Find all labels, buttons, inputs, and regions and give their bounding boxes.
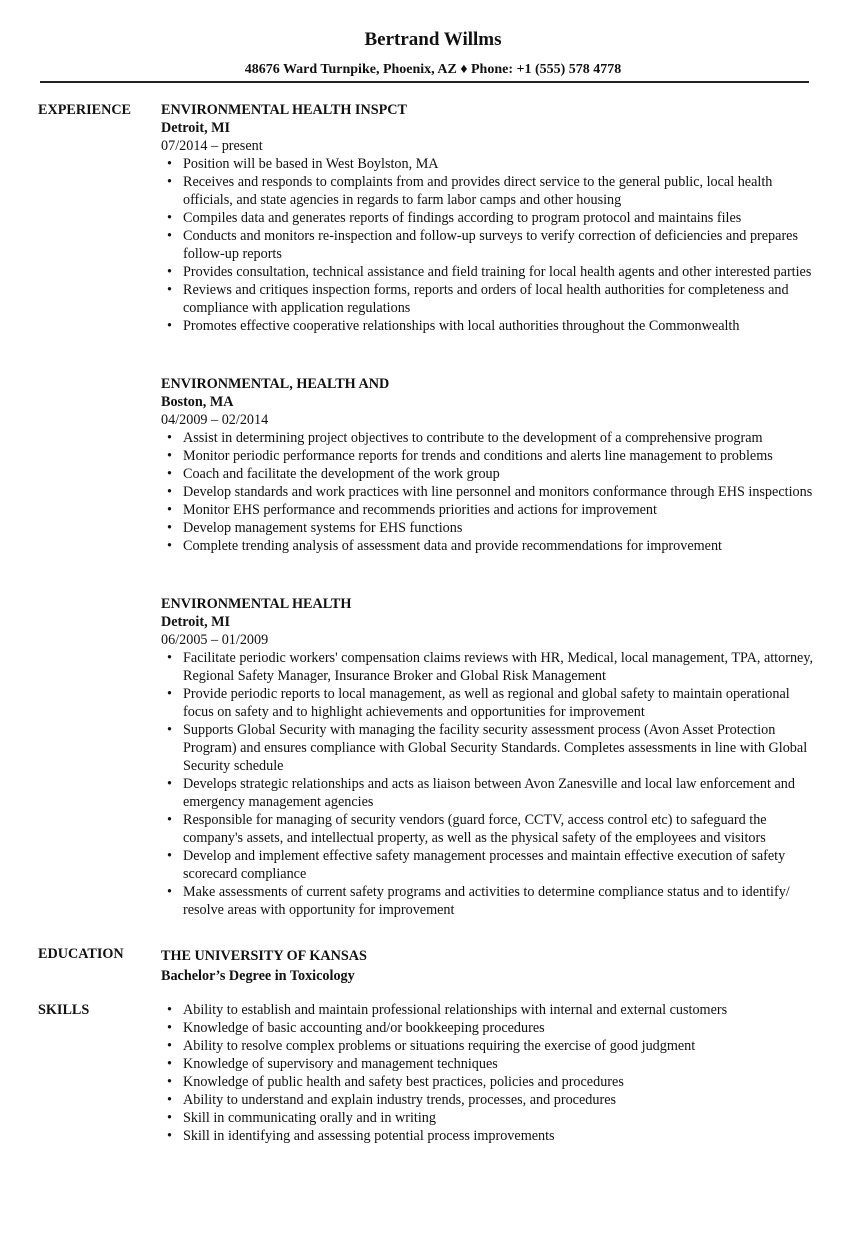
list-item: • Promotes effective cooperative relationships with local authorities throughout the Commonwealth [161, 317, 821, 335]
list-item: • Assist in determining project objectives to contribute to the development of a comprehensive program [161, 429, 821, 447]
list-item: • Facilitate periodic workers' compensation claims reviews with HR, Medical, local management, TPA, attorney, Regional Safety Manager, Insurance Broker and Global Risk Management [161, 649, 821, 685]
list-item: • Knowledge of basic accounting and/or bookkeeping procedures [161, 1019, 821, 1037]
list-item: • Complete trending analysis of assessment data and provide recommendations for improvement [161, 537, 821, 555]
list-item: • Knowledge of supervisory and management techniques [161, 1055, 821, 1073]
list-item: • Provide periodic reports to local management, as well as regional and global safety to maintain operational focus on safety and to highlight achievements and opportunities for improvement [161, 685, 821, 721]
list-item: • Skill in identifying and assessing potential process improvements [161, 1127, 821, 1145]
list-item: • Develop management systems for EHS functions [161, 519, 821, 537]
skills-list-container [161, 1001, 821, 1145]
list-item: • Ability to understand and explain industry trends, processes, and procedures [161, 1091, 821, 1109]
list-item: • Knowledge of public health and safety best practices, policies and procedures [161, 1073, 821, 1091]
section-label-experience: EXPERIENCE [38, 102, 132, 118]
header-divider [40, 81, 809, 83]
job-duties [161, 155, 821, 335]
job-location: Detroit, MI [161, 614, 231, 630]
list-item: • Supports Global Security with managing the facility security assessment process (Avon Asset Protection Program) and ensures compliance with Global Security Standards. Completes assessments in line with Global Security schedule [161, 721, 821, 775]
candidate-name: Bertrand Willms [364, 29, 502, 50]
education-entry [161, 946, 367, 986]
job-entry [161, 101, 821, 335]
list-item: • Reviews and critiques inspection forms, reports and orders of local health authorities for completeness and compliance with application regulations [161, 281, 821, 317]
job-entry [161, 595, 821, 919]
degree: Bachelor’s Degree in Toxicology [161, 968, 355, 984]
job-location: Detroit, MI [161, 120, 231, 136]
job-title: ENVIRONMENTAL, HEALTH AND [161, 376, 390, 392]
list-item: • Monitor periodic performance reports for trends and conditions and alerts line management to problems [161, 447, 821, 465]
list-item: • Provides consultation, technical assistance and field training for local health agents and other interested parties [161, 263, 821, 281]
contact-line: 48676 Ward Turnpike, Phoenix, AZ ♦ Phone: +1 (555) 578 4778 [244, 62, 622, 77]
job-dates: 07/2014 – present [161, 138, 263, 154]
list-item: • Develop standards and work practices with line personnel and monitors conformance through EHS inspections [161, 483, 821, 501]
section-label-education: EDUCATION [38, 946, 124, 962]
list-item: • Ability to establish and maintain professional relationships with internal and external customers [161, 1001, 821, 1019]
list-item: • Ability to resolve complex problems or situations requiring the exercise of good judgment [161, 1037, 821, 1055]
job-entry [161, 375, 821, 555]
job-title: ENVIRONMENTAL HEALTH [161, 596, 352, 612]
job-title: ENVIRONMENTAL HEALTH INSPCT [161, 102, 407, 118]
job-dates: 06/2005 – 01/2009 [161, 632, 269, 648]
list-item: • Receives and responds to complaints from and provides direct service to the general public, local health officials, and state agencies in regards to farm labor camps and other housing [161, 173, 821, 209]
job-duties [161, 649, 821, 919]
list-item: • Monitor EHS performance and recommends priorities and actions for improvement [161, 501, 821, 519]
school-name: THE UNIVERSITY OF KANSAS [161, 948, 367, 964]
list-item: • Develop and implement effective safety management processes and maintain effective execution of safety scorecard compliance [161, 847, 821, 883]
section-label-skills: SKILLS [38, 1002, 90, 1018]
list-item: • Compiles data and generates reports of findings according to program protocol and maintains files [161, 209, 821, 227]
list-item: • Develops strategic relationships and acts as liaison between Avon Zanesville and local law enforcement and emergency management agencies [161, 775, 821, 811]
skills-list [161, 1001, 821, 1145]
job-location: Boston, MA [161, 394, 234, 410]
job-duties [161, 429, 821, 555]
list-item: • Conducts and monitors re-inspection and follow-up surveys to verify correction of deficiencies and prepares follow-up reports [161, 227, 821, 263]
list-item: • Make assessments of current safety programs and activities to determine compliance status and to identify/ resolve areas with opportunity for improvement [161, 883, 821, 919]
list-item: • Skill in communicating orally and in writing [161, 1109, 821, 1127]
list-item: • Coach and facilitate the development of the work group [161, 465, 821, 483]
list-item: • Position will be based in West Boylston, MA [161, 155, 821, 173]
list-item: • Responsible for managing of security vendors (guard force, CCTV, access control etc) to safeguard the company's assets, and intellectual property, as well as the physical safety of the employees and visitors [161, 811, 821, 847]
job-dates: 04/2009 – 02/2014 [161, 412, 269, 428]
